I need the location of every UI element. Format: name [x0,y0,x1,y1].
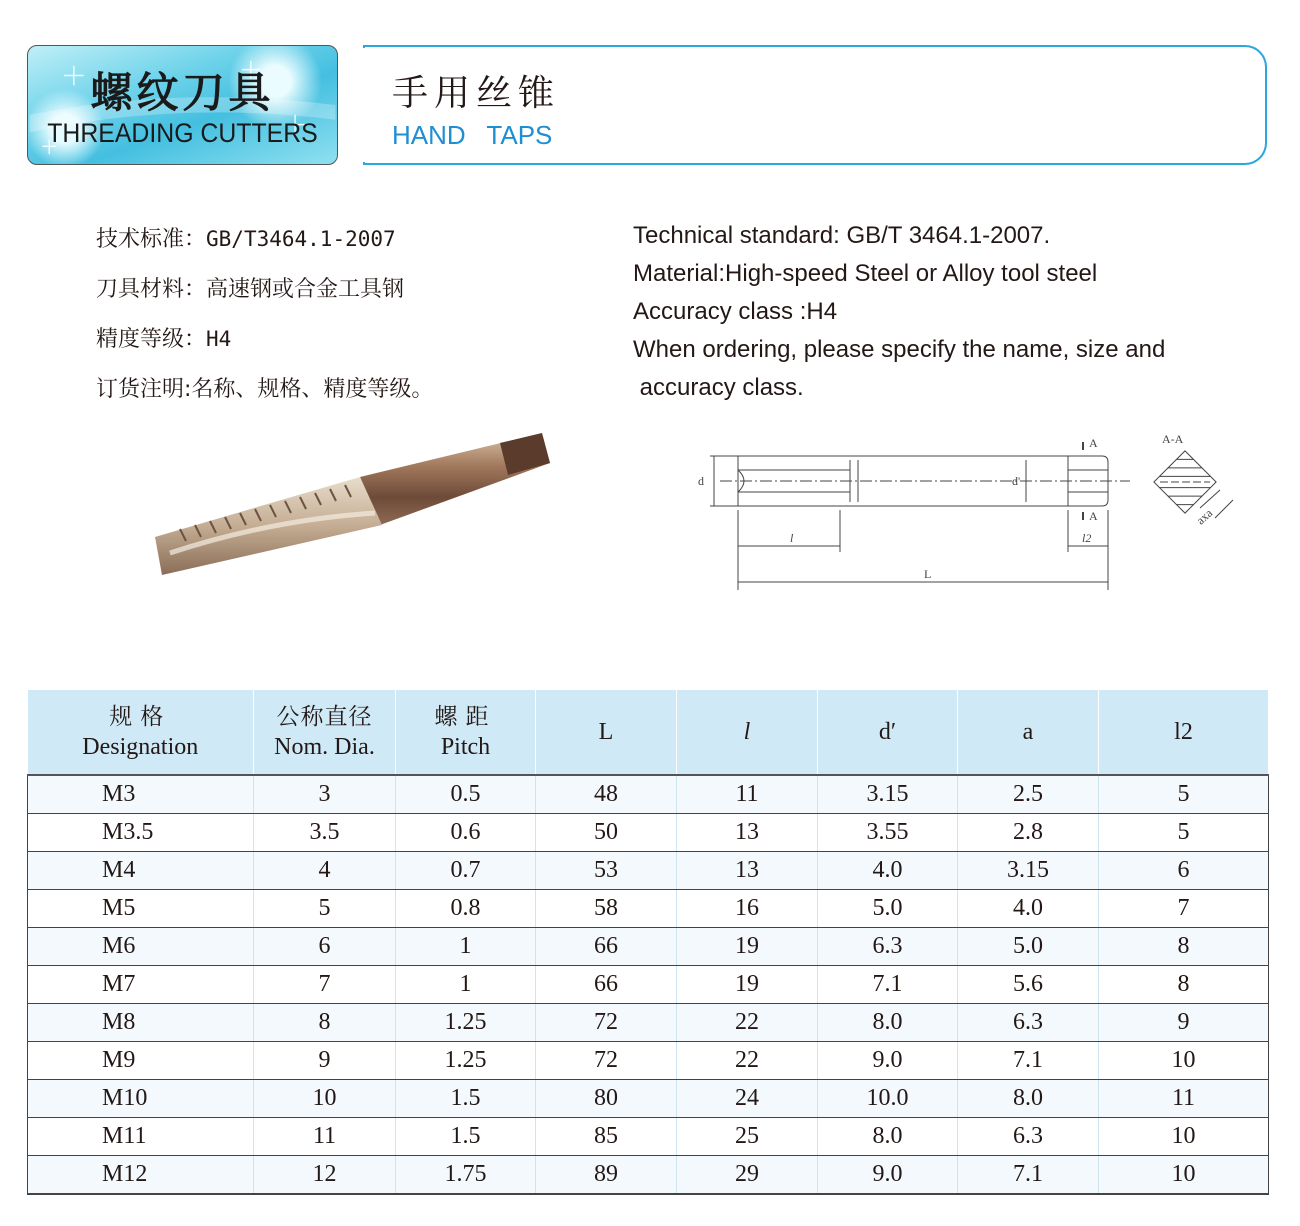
label-d-prime: d' [1012,474,1021,488]
cell-pitch: 1.25 [396,1004,536,1042]
cell-square-a: 7.1 [958,1042,1099,1080]
cell-square-a: 5.6 [958,966,1099,1004]
table-row [28,928,1269,966]
cell-pitch: 0.5 [396,775,536,814]
cell-square-length: 5 [1099,814,1269,852]
page-title-cn: 手用丝锥 [392,73,561,114]
label-a-top: A [1089,436,1098,450]
page-title-en: HAND TAPS [392,120,553,150]
cell-shank-diameter: 7.1 [818,966,958,1004]
table-header-row [28,690,1269,775]
table-row [28,890,1269,928]
cell-pitch: 0.6 [396,814,536,852]
cell-nominal-diameter: 3.5 [254,814,396,852]
header-designation: 规格 Designation [28,690,254,775]
cell-length-L: 89 [536,1156,677,1195]
table-row [28,1042,1269,1080]
header-square-length: l2 [1099,690,1269,775]
cell-pitch: 1.75 [396,1156,536,1195]
label-L: L [924,567,932,581]
cell-nominal-diameter: 12 [254,1156,396,1195]
header-nominal-diameter: 公称直径 Nom. Dia. [254,690,396,775]
table-row [28,1118,1269,1156]
cell-length-L: 58 [536,890,677,928]
label-l2: l2 [1082,531,1092,545]
cell-length-L: 66 [536,928,677,966]
cell-designation: M9 [28,1042,254,1080]
cell-designation: M12 [28,1156,254,1195]
cell-length-L: 80 [536,1080,677,1118]
table-row [28,1156,1269,1195]
cell-thread-length: 22 [677,1042,818,1080]
cell-length-L: 53 [536,852,677,890]
cell-designation: M6 [28,928,254,966]
table-row [28,775,1269,814]
header-length-L: L [536,690,677,775]
cell-shank-diameter: 6.3 [818,928,958,966]
cell-length-L: 85 [536,1118,677,1156]
cell-shank-diameter: 4.0 [818,852,958,890]
cell-square-a: 2.5 [958,775,1099,814]
badge-title-cn: 螺纹刀具 [90,68,275,117]
spec-ordering-cn: 订货注明:名称、规格、精度等级。 [96,377,434,402]
cell-designation: M5 [28,890,254,928]
cell-thread-length: 11 [677,775,818,814]
cell-square-length: 10 [1099,1156,1269,1195]
cell-square-a: 4.0 [958,890,1099,928]
cell-length-L: 48 [536,775,677,814]
header-square-a: a [958,690,1099,775]
cell-nominal-diameter: 4 [254,852,396,890]
header-thread-length: l [677,690,818,775]
cell-shank-diameter: 9.0 [818,1156,958,1195]
cell-shank-diameter: 8.0 [818,1004,958,1042]
spec-standard-cn: 技术标准：GB/T3464.1-2007 [96,227,396,252]
cell-shank-diameter: 3.15 [818,775,958,814]
table-row [28,966,1269,1004]
label-a-bottom: A [1089,509,1098,523]
cell-square-length: 8 [1099,928,1269,966]
spec-standard-en: Technical standard: GB/T 3464.1-2007. [633,222,1051,249]
cell-pitch: 0.8 [396,890,536,928]
cell-nominal-diameter: 8 [254,1004,396,1042]
table-row [28,1080,1269,1118]
cell-nominal-diameter: 3 [254,775,396,814]
cell-nominal-diameter: 7 [254,966,396,1004]
cell-thread-length: 29 [677,1156,818,1195]
cell-shank-diameter: 9.0 [818,1042,958,1080]
cell-square-length: 7 [1099,890,1269,928]
spec-material-en: Material:High-speed Steel or Alloy tool steel [633,260,1098,287]
spec-accuracy-cn: 精度等级：H4 [96,327,232,352]
cell-shank-diameter: 5.0 [818,890,958,928]
cell-pitch: 1 [396,966,536,1004]
cell-thread-length: 19 [677,966,818,1004]
cell-square-a: 6.3 [958,1118,1099,1156]
cell-designation: M4 [28,852,254,890]
cell-shank-diameter: 10.0 [818,1080,958,1118]
cell-nominal-diameter: 10 [254,1080,396,1118]
cell-designation: M11 [28,1118,254,1156]
hand-tap-photo [150,425,560,585]
cell-shank-diameter: 8.0 [818,1118,958,1156]
table-row [28,814,1269,852]
cell-nominal-diameter: 6 [254,928,396,966]
cell-square-length: 8 [1099,966,1269,1004]
label-axa: axa [1193,505,1216,528]
cell-length-L: 72 [536,1042,677,1080]
cell-square-length: 6 [1099,852,1269,890]
spec-material-cn: 刀具材料：高速钢或合金工具钢 [96,277,405,302]
label-section-aa: A-A [1162,432,1184,446]
cell-designation: M3 [28,775,254,814]
tap-technical-drawing [690,430,1235,595]
cell-pitch: 1.25 [396,1042,536,1080]
label-l: l [790,531,794,545]
cell-nominal-diameter: 5 [254,890,396,928]
label-d: d [698,474,704,488]
cell-thread-length: 13 [677,852,818,890]
cell-pitch: 1.5 [396,1080,536,1118]
cell-shank-diameter: 3.55 [818,814,958,852]
cell-designation: M7 [28,966,254,1004]
header-shank-diameter: d′ [818,690,958,775]
cell-thread-length: 22 [677,1004,818,1042]
cell-square-a: 6.3 [958,1004,1099,1042]
cell-square-length: 5 [1099,775,1269,814]
cell-nominal-diameter: 11 [254,1118,396,1156]
table-row [28,852,1269,890]
specification-table [27,690,1269,1195]
badge-title-en: THREADING CUTTERS [47,118,318,148]
cell-square-a: 7.1 [958,1156,1099,1195]
table-row [28,1004,1269,1042]
cell-square-a: 2.8 [958,814,1099,852]
cell-thread-length: 13 [677,814,818,852]
spec-accuracy-en: Accuracy class :H4 [633,298,838,325]
cell-square-length: 10 [1099,1118,1269,1156]
cell-square-a: 5.0 [958,928,1099,966]
cell-thread-length: 24 [677,1080,818,1118]
cell-square-length: 11 [1099,1080,1269,1118]
cell-designation: M8 [28,1004,254,1042]
spec-ordering-en: When ordering, please specify the name, size and [633,336,1166,363]
cell-length-L: 66 [536,966,677,1004]
cell-pitch: 1 [396,928,536,966]
cell-thread-length: 19 [677,928,818,966]
cell-thread-length: 16 [677,890,818,928]
category-badge [27,45,338,165]
cell-thread-length: 25 [677,1118,818,1156]
cell-square-length: 9 [1099,1004,1269,1042]
cell-length-L: 50 [536,814,677,852]
cell-pitch: 1.5 [396,1118,536,1156]
spec-ordering-en-cont: accuracy class. [633,374,804,401]
cell-designation: M3.5 [28,814,254,852]
cell-square-a: 8.0 [958,1080,1099,1118]
header-pitch: 螺距 Pitch [396,690,536,775]
cell-square-length: 10 [1099,1042,1269,1080]
cell-square-a: 3.15 [958,852,1099,890]
cell-length-L: 72 [536,1004,677,1042]
cell-pitch: 0.7 [396,852,536,890]
cell-designation: M10 [28,1080,254,1118]
cell-nominal-diameter: 9 [254,1042,396,1080]
